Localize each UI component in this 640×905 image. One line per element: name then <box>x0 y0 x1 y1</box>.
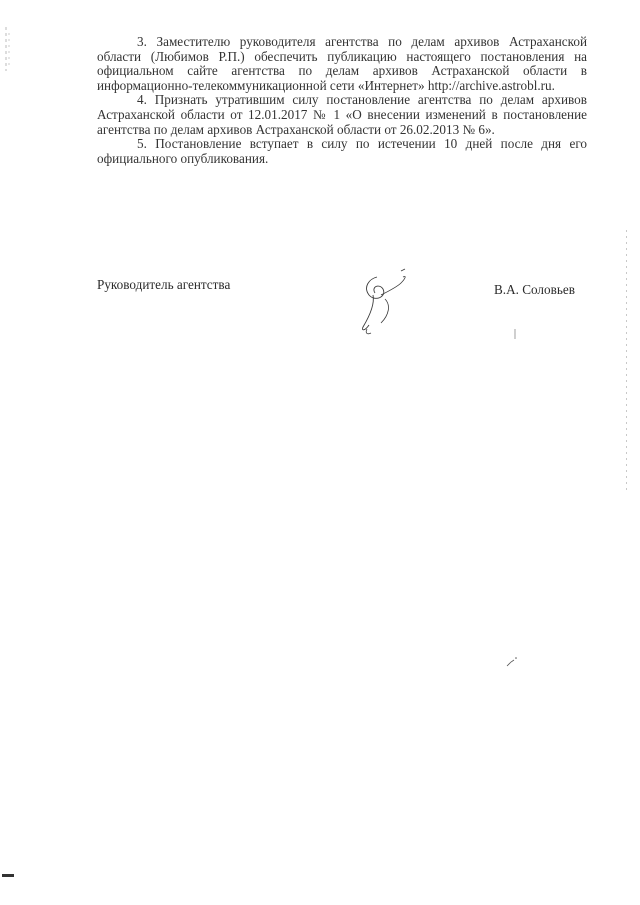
handwritten-signature <box>345 265 425 340</box>
signatory-name: В.А. Соловьев <box>494 282 575 297</box>
scan-right-edge <box>626 230 627 490</box>
paragraph-4: 4. Признать утратившим силу постановление агентства по делам архивов Астраханской области от 12.01.2017 № 1 «О внесении изменений в постановление агентства по делам архивов Астраханской области от 26.02.2013 № 6». <box>97 92 587 137</box>
scan-speck <box>505 655 519 669</box>
paragraph-3: 3. Заместителю руководителя агентства по делам архивов Астраханской области (Любимов Р.П.) обеспечить публикацию настоящего постановления на официальном сайте агентства по делам архивов Астраханской области в информационно-телекоммуникационной сети «Интернет» http://archive.astrobl.ru. <box>97 34 587 93</box>
scan-tick <box>512 328 518 340</box>
signatory-title: Руководитель агентства <box>97 277 231 292</box>
paragraph-5: 5. Постановление вступает в силу по истечении 10 дней после дня его официального опубликования. <box>97 136 587 166</box>
scan-edge-marks <box>2 25 14 75</box>
body-text <box>97 35 587 166</box>
scan-corner-mark <box>2 873 16 879</box>
